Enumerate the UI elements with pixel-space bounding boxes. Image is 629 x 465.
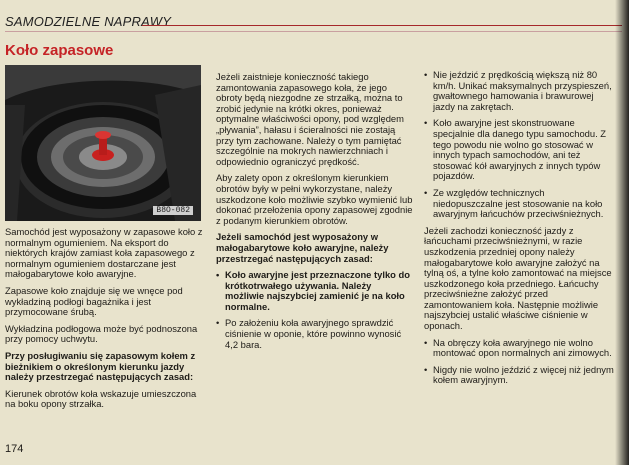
bullet-item: • Po założeniu koła awaryjnego sprawdzić ciśnienie w oponie, które powinno wynosić 4,2 bara. (216, 318, 413, 350)
bullet-item: • Koło awaryjne jest przeznaczone tylko do krótkotrwałego używania. Należy możliwie najszybciej zamienić je na koło normalne. (216, 270, 413, 312)
paragraph: Jeżeli zaistnieje konieczność takiego zamontowania zapasowego koła, że jego obroty będą niezgodne ze strzałką, można to zrobić jedynie na krótki okres, ponieważ optymalne właściwości opony, pod względem „pływania”, hałasu i ścieralności nie zostają przy tym zachowane. Należy o tym pamiętać szczególnie na mokrych nawierzchniach i odpowiednio ograniczyć prędkość. (216, 71, 404, 167)
paragraph-bold: Przy posługiwaniu się zapasowym kołem z bieżnikiem o określonym kierunku jazdy należy przestrzegać następujących zasad: (5, 349, 196, 383)
paragraph: Zapasowe koło znajduje się we wnęce pod wykładziną podłogi bagażnika i jest przymocowane śrubą. (5, 284, 183, 318)
page-edge-shadow (615, 0, 629, 465)
paragraph: Jeżeli zachodzi konieczność jazdy z łańcuchami przeciwśnieżnymi, w razie uszkodzenia przedniej opony należy małogabarytowe koło awaryjne założyć na tylną oś, a tylne koło zamontować na miejsce uszkodzonego koła przedniego. Łańcuchy przeciwśnieżne założyć przed zamontowaniem koła. Następnie możliwie najszybciej ustalić właściwe ciśnienie w oponach. (424, 224, 612, 332)
bullet-item: • Nigdy nie wolno jeździć z więcej niż jednym kołem awaryjnym. (424, 365, 616, 386)
bullet-item: • Koło awaryjne jest skonstruowane specjalnie dla danego typu samochodu. Z tego powodu nie wolno go stosować w innych typach samochodów, ani też stosować kół awaryjnych z innych typów pojazdów. (424, 118, 616, 182)
spare-wheel-illustration (5, 65, 201, 221)
header-rule (142, 25, 622, 26)
bullet-item: • Na obręczy koła awaryjnego nie wolno montować opon normalnych ani zimowych. (424, 338, 616, 359)
bullet-item: • Nie jeździć z prędkością większą niż 80 km/h. Unikać maksymalnych przyspieszeń, gwałtownego hamowania i brawurowej jazdy na zakrętach. (424, 70, 616, 112)
paragraph: Aby zalety opon z określonym kierunkiem obrotów były w pełni wykorzystane, należy uszkodzone koło możliwie szybko wymienić lub dokonać przełożenia opony zapasowej zgodnie z podanym kierunkiem obrotów. (216, 172, 413, 226)
spare-wheel-photo (5, 65, 201, 221)
paragraph: Wykładzina podłogowa może być podnoszona przy pomocy uchwytu. (5, 322, 198, 345)
paragraph-bold: Jeżeli samochód jest wyposażony w małogabarytowe koło awaryjne, należy przestrzegać następujących zasad: (216, 231, 389, 264)
bullet-item: • Ze względów technicznych niedopuszczalne jest stosowanie na koło awaryjnym łańcuchów przeciwśnieżnych. (424, 188, 616, 220)
text-column-2 (216, 72, 413, 356)
photo-reference-code: B8O-082 (153, 206, 193, 215)
paragraph: Kierunek obrotów koła wskazuje umieszczona na boku opony strzałka. (5, 387, 197, 410)
section-header: SAMODZIELNE NAPRAWY (5, 14, 172, 29)
text-column-1 (5, 227, 203, 416)
header-rule-secondary (5, 31, 622, 32)
page-number: 174 (5, 443, 24, 455)
text-column-3 (424, 70, 616, 392)
paragraph: Samochód jest wyposażony w zapasowe koło z normalnym ogumieniem. Na eksport do niektórych krajów zamiast koła zapasowego z normalnym ogumieniem dostarczane jest małogabarytowe koło awaryjne. (5, 226, 203, 280)
page-title: Koło zapasowe (5, 42, 114, 59)
